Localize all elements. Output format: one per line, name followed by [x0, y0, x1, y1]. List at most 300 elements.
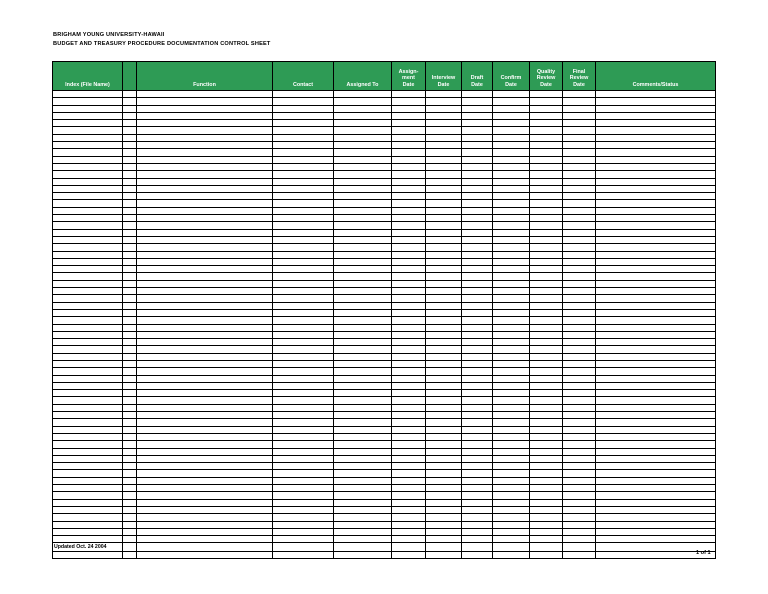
table-cell: [530, 353, 563, 360]
table-cell: [493, 412, 530, 419]
table-cell: [392, 288, 426, 295]
table-cell: [392, 273, 426, 280]
table-cell: [596, 390, 716, 397]
table-cell: [426, 419, 462, 426]
table-cell: [563, 506, 596, 513]
table-cell: [273, 207, 334, 214]
table-cell: [53, 236, 123, 243]
table-cell: [334, 273, 392, 280]
table-cell: [53, 463, 123, 470]
table-cell: [596, 120, 716, 127]
table-cell: [123, 324, 137, 331]
table-cell: [123, 463, 137, 470]
table-cell: [392, 543, 426, 552]
table-cell: [123, 309, 137, 316]
table-cell: [53, 127, 123, 134]
table-cell: [123, 112, 137, 119]
table-cell: [334, 251, 392, 258]
table-cell: [426, 331, 462, 338]
table-cell: [273, 193, 334, 200]
table-cell: [563, 215, 596, 222]
table-cell: [273, 112, 334, 119]
table-cell: [493, 149, 530, 156]
table-cell: [53, 528, 123, 535]
table-cell: [493, 142, 530, 149]
table-cell: [596, 91, 716, 98]
table-cell: [137, 200, 273, 207]
table-cell: [530, 551, 563, 558]
table-cell: [493, 470, 530, 477]
table-cell: [530, 229, 563, 236]
table-cell: [596, 288, 716, 295]
table-cell: [426, 171, 462, 178]
table-cell: [426, 273, 462, 280]
table-cell: [123, 295, 137, 302]
table-cell: [123, 506, 137, 513]
table-cell: [462, 178, 493, 185]
table-cell: [530, 127, 563, 134]
table-cell: [53, 368, 123, 375]
table-cell: [137, 288, 273, 295]
table-cell: [462, 222, 493, 229]
table-cell: [462, 98, 493, 105]
table-cell: [273, 499, 334, 506]
table-cell: [530, 120, 563, 127]
table-cell: [53, 470, 123, 477]
table-cell: [426, 492, 462, 499]
table-cell: [530, 324, 563, 331]
table-cell: [563, 514, 596, 521]
table-cell: [392, 266, 426, 273]
table-cell: [273, 441, 334, 448]
table-cell: [462, 346, 493, 353]
table-cell: [334, 463, 392, 470]
table-cell: [426, 185, 462, 192]
table-cell: [123, 149, 137, 156]
table-cell: [596, 426, 716, 433]
table-cell: [530, 419, 563, 426]
table-cell: [530, 514, 563, 521]
table-cell: [596, 492, 716, 499]
table-cell: [563, 273, 596, 280]
table-cell: [493, 105, 530, 112]
table-cell: [426, 120, 462, 127]
table-cell: [137, 506, 273, 513]
table-cell: [123, 120, 137, 127]
table-cell: [493, 185, 530, 192]
table-cell: [530, 346, 563, 353]
table-cell: [273, 105, 334, 112]
table-cell: [392, 433, 426, 440]
table-cell: [53, 302, 123, 309]
table-cell: [530, 295, 563, 302]
table-cell: [596, 98, 716, 105]
table-cell: [273, 251, 334, 258]
footer-row: [53, 543, 716, 552]
table-cell: [273, 463, 334, 470]
table-cell: [137, 339, 273, 346]
table-cell: [392, 156, 426, 163]
table-cell: [273, 266, 334, 273]
table-cell: [137, 142, 273, 149]
table-cell: [563, 244, 596, 251]
table-cell: [273, 506, 334, 513]
table-cell: [137, 543, 273, 552]
table-cell: [137, 382, 273, 389]
table-cell: [137, 455, 273, 462]
table-cell: [426, 448, 462, 455]
table-cell: [53, 185, 123, 192]
table-cell: [53, 536, 123, 543]
table-cell: [273, 215, 334, 222]
index-file-name-header: Index (File Name): [53, 62, 123, 91]
table-cell: [137, 120, 273, 127]
table-cell: [137, 441, 273, 448]
table-cell: [563, 419, 596, 426]
table-cell: [53, 426, 123, 433]
draft-date-header: Draft Date: [462, 62, 493, 91]
table-cell: [123, 521, 137, 528]
table-cell: [426, 309, 462, 316]
table-cell: [392, 98, 426, 105]
table-cell: [462, 455, 493, 462]
table-cell: [123, 215, 137, 222]
table-cell: [392, 441, 426, 448]
table-cell: [137, 324, 273, 331]
table-cell: [273, 433, 334, 440]
table-cell: [462, 258, 493, 265]
table-cell: [137, 251, 273, 258]
table-cell: [596, 397, 716, 404]
table-cell: [596, 506, 716, 513]
table-cell: [53, 171, 123, 178]
table-cell: [530, 193, 563, 200]
table-row: [53, 514, 716, 521]
table-cell: [392, 171, 426, 178]
table-cell: [123, 185, 137, 192]
table-cell: [273, 426, 334, 433]
table-row: [53, 149, 716, 156]
table-cell: [334, 193, 392, 200]
table-cell: [123, 419, 137, 426]
table-cell: [53, 448, 123, 455]
table-cell: [334, 360, 392, 367]
table-cell: [273, 273, 334, 280]
table-cell: [273, 485, 334, 492]
table-cell: [493, 353, 530, 360]
table-cell: [563, 105, 596, 112]
table-cell: [392, 521, 426, 528]
table-row: [53, 433, 716, 440]
table-cell: [596, 353, 716, 360]
table-cell: [123, 514, 137, 521]
table-cell: [123, 360, 137, 367]
table-cell: [426, 266, 462, 273]
assigned-to-header: Assigned To: [334, 62, 392, 91]
table-cell: [137, 105, 273, 112]
table-cell: [493, 485, 530, 492]
table-cell: [563, 543, 596, 552]
table-row: [53, 419, 716, 426]
table-cell: [426, 514, 462, 521]
table-cell: [530, 280, 563, 287]
table-cell: [53, 521, 123, 528]
interview-date-header: Interview Date: [426, 62, 462, 91]
table-cell: [530, 302, 563, 309]
table-cell: [426, 149, 462, 156]
table-cell: [53, 506, 123, 513]
table-cell: [426, 499, 462, 506]
table-cell: [563, 156, 596, 163]
table-cell: [426, 142, 462, 149]
table-cell: [493, 528, 530, 535]
table-cell: [392, 397, 426, 404]
table-cell: [563, 528, 596, 535]
table-cell: [426, 397, 462, 404]
table-cell: [137, 215, 273, 222]
table-cell: [273, 309, 334, 316]
table-cell: [563, 185, 596, 192]
table-cell: [137, 171, 273, 178]
table-cell: [563, 317, 596, 324]
table-cell: [426, 477, 462, 484]
table-cell: [462, 536, 493, 543]
table-cell: [563, 112, 596, 119]
table-cell: [493, 360, 530, 367]
table-cell: [123, 280, 137, 287]
table-cell: [462, 404, 493, 411]
table-cell: [137, 463, 273, 470]
table-row: [53, 266, 716, 273]
table-cell: [392, 236, 426, 243]
table-cell: [530, 492, 563, 499]
table-cell: [530, 543, 563, 552]
table-cell: [563, 258, 596, 265]
table-cell: [493, 127, 530, 134]
table-row: [53, 98, 716, 105]
table-cell: [123, 273, 137, 280]
table-cell: [462, 288, 493, 295]
table-cell: [123, 229, 137, 236]
table-cell: [137, 419, 273, 426]
table-cell: [596, 266, 716, 273]
table-cell: [462, 521, 493, 528]
table-cell: [273, 375, 334, 382]
table-cell: [273, 317, 334, 324]
table-cell: [596, 244, 716, 251]
table-cell: [530, 317, 563, 324]
table-cell: [273, 521, 334, 528]
table-cell: [392, 492, 426, 499]
table-cell: [392, 514, 426, 521]
updated-date-note: Updated Oct. 24 2004: [54, 543, 107, 550]
table-cell: [334, 441, 392, 448]
table-cell: [462, 324, 493, 331]
table-cell: [530, 142, 563, 149]
table-cell: [563, 280, 596, 287]
table-cell: [426, 455, 462, 462]
table-row: [53, 477, 716, 484]
table-cell: [53, 353, 123, 360]
table-cell: [123, 258, 137, 265]
table-cell: [273, 200, 334, 207]
table-cell: [334, 382, 392, 389]
table-cell: [273, 288, 334, 295]
table-cell: [334, 142, 392, 149]
table-cell: [563, 536, 596, 543]
table-cell: [123, 470, 137, 477]
blank-column-header: [123, 62, 137, 91]
table-row: [53, 404, 716, 411]
table-cell: [563, 207, 596, 214]
table-cell: [273, 222, 334, 229]
table-cell: [392, 477, 426, 484]
table-cell: [137, 149, 273, 156]
table-cell: [123, 127, 137, 134]
table-cell: [462, 551, 493, 558]
table-cell: [137, 404, 273, 411]
table-cell: [273, 229, 334, 236]
table-cell: [334, 236, 392, 243]
table-row: [53, 105, 716, 112]
table-cell: [426, 222, 462, 229]
table-cell: [137, 477, 273, 484]
table-cell: [462, 331, 493, 338]
table-cell: [530, 273, 563, 280]
table-row: [53, 324, 716, 331]
table-cell: [53, 112, 123, 119]
table-cell: [137, 499, 273, 506]
table-row: [53, 441, 716, 448]
table-cell: [426, 215, 462, 222]
table-cell: [137, 448, 273, 455]
table-cell: [53, 120, 123, 127]
table-cell: [137, 193, 273, 200]
table-cell: [273, 331, 334, 338]
table-cell: [462, 485, 493, 492]
table-cell: [563, 251, 596, 258]
table-cell: [137, 309, 273, 316]
table-cell: [563, 149, 596, 156]
table-cell: [123, 91, 137, 98]
table-cell: [273, 156, 334, 163]
table-cell: [53, 273, 123, 280]
table-cell: [563, 470, 596, 477]
table-cell: [563, 134, 596, 141]
table-cell: [273, 244, 334, 251]
table-cell: [493, 266, 530, 273]
table-cell: [392, 229, 426, 236]
table-cell: [462, 317, 493, 324]
table-cell: [334, 528, 392, 535]
table-cell: [426, 470, 462, 477]
table-cell: [137, 266, 273, 273]
table-cell: [462, 339, 493, 346]
table-cell: [596, 375, 716, 382]
table-cell: [392, 207, 426, 214]
table-cell: [53, 375, 123, 382]
table-cell: [392, 382, 426, 389]
table-cell: [53, 156, 123, 163]
table-cell: [137, 426, 273, 433]
table-cell: [563, 127, 596, 134]
table-cell: [462, 266, 493, 273]
table-cell: [53, 149, 123, 156]
table-cell: [273, 390, 334, 397]
table-cell: [563, 382, 596, 389]
table-cell: [53, 551, 123, 558]
table-cell: [462, 244, 493, 251]
table-cell: [392, 149, 426, 156]
table-cell: [273, 404, 334, 411]
table-cell: [137, 185, 273, 192]
table-cell: [530, 441, 563, 448]
table-cell: [273, 295, 334, 302]
table-cell: [530, 368, 563, 375]
table-cell: [392, 360, 426, 367]
table-row: [53, 273, 716, 280]
table-cell: [596, 368, 716, 375]
table-cell: [426, 441, 462, 448]
table-cell: [426, 368, 462, 375]
table-cell: [53, 215, 123, 222]
table-cell: [493, 404, 530, 411]
table-cell: [392, 528, 426, 535]
table-cell: [530, 528, 563, 535]
table-cell: [596, 339, 716, 346]
table-cell: [563, 499, 596, 506]
table-cell: [596, 156, 716, 163]
table-cell: [493, 324, 530, 331]
table-cell: [53, 244, 123, 251]
table-cell: [530, 470, 563, 477]
table-row: [53, 193, 716, 200]
table-cell: [137, 302, 273, 309]
table-cell: [334, 178, 392, 185]
table-cell: [334, 244, 392, 251]
table-cell: [493, 492, 530, 499]
table-cell: [123, 302, 137, 309]
table-cell: [426, 200, 462, 207]
table-cell: [462, 200, 493, 207]
table-cell: [596, 229, 716, 236]
table-cell: [563, 331, 596, 338]
table-cell: [493, 236, 530, 243]
table-cell: [137, 521, 273, 528]
table-cell: [493, 171, 530, 178]
table-cell: [563, 455, 596, 462]
table-cell: [563, 236, 596, 243]
table-cell: [596, 382, 716, 389]
table-cell: [563, 193, 596, 200]
table-cell: [334, 521, 392, 528]
table-cell: [563, 163, 596, 170]
table-cell: [493, 273, 530, 280]
table-cell: [273, 455, 334, 462]
table-cell: [563, 295, 596, 302]
table-cell: [426, 288, 462, 295]
table-cell: [334, 368, 392, 375]
table-cell: [53, 98, 123, 105]
table-cell: [462, 105, 493, 112]
table-cell: [334, 258, 392, 265]
table-cell: [563, 390, 596, 397]
table-cell: [493, 463, 530, 470]
table-cell: [462, 499, 493, 506]
table-cell: [273, 91, 334, 98]
table-cell: [123, 178, 137, 185]
table-cell: [493, 193, 530, 200]
